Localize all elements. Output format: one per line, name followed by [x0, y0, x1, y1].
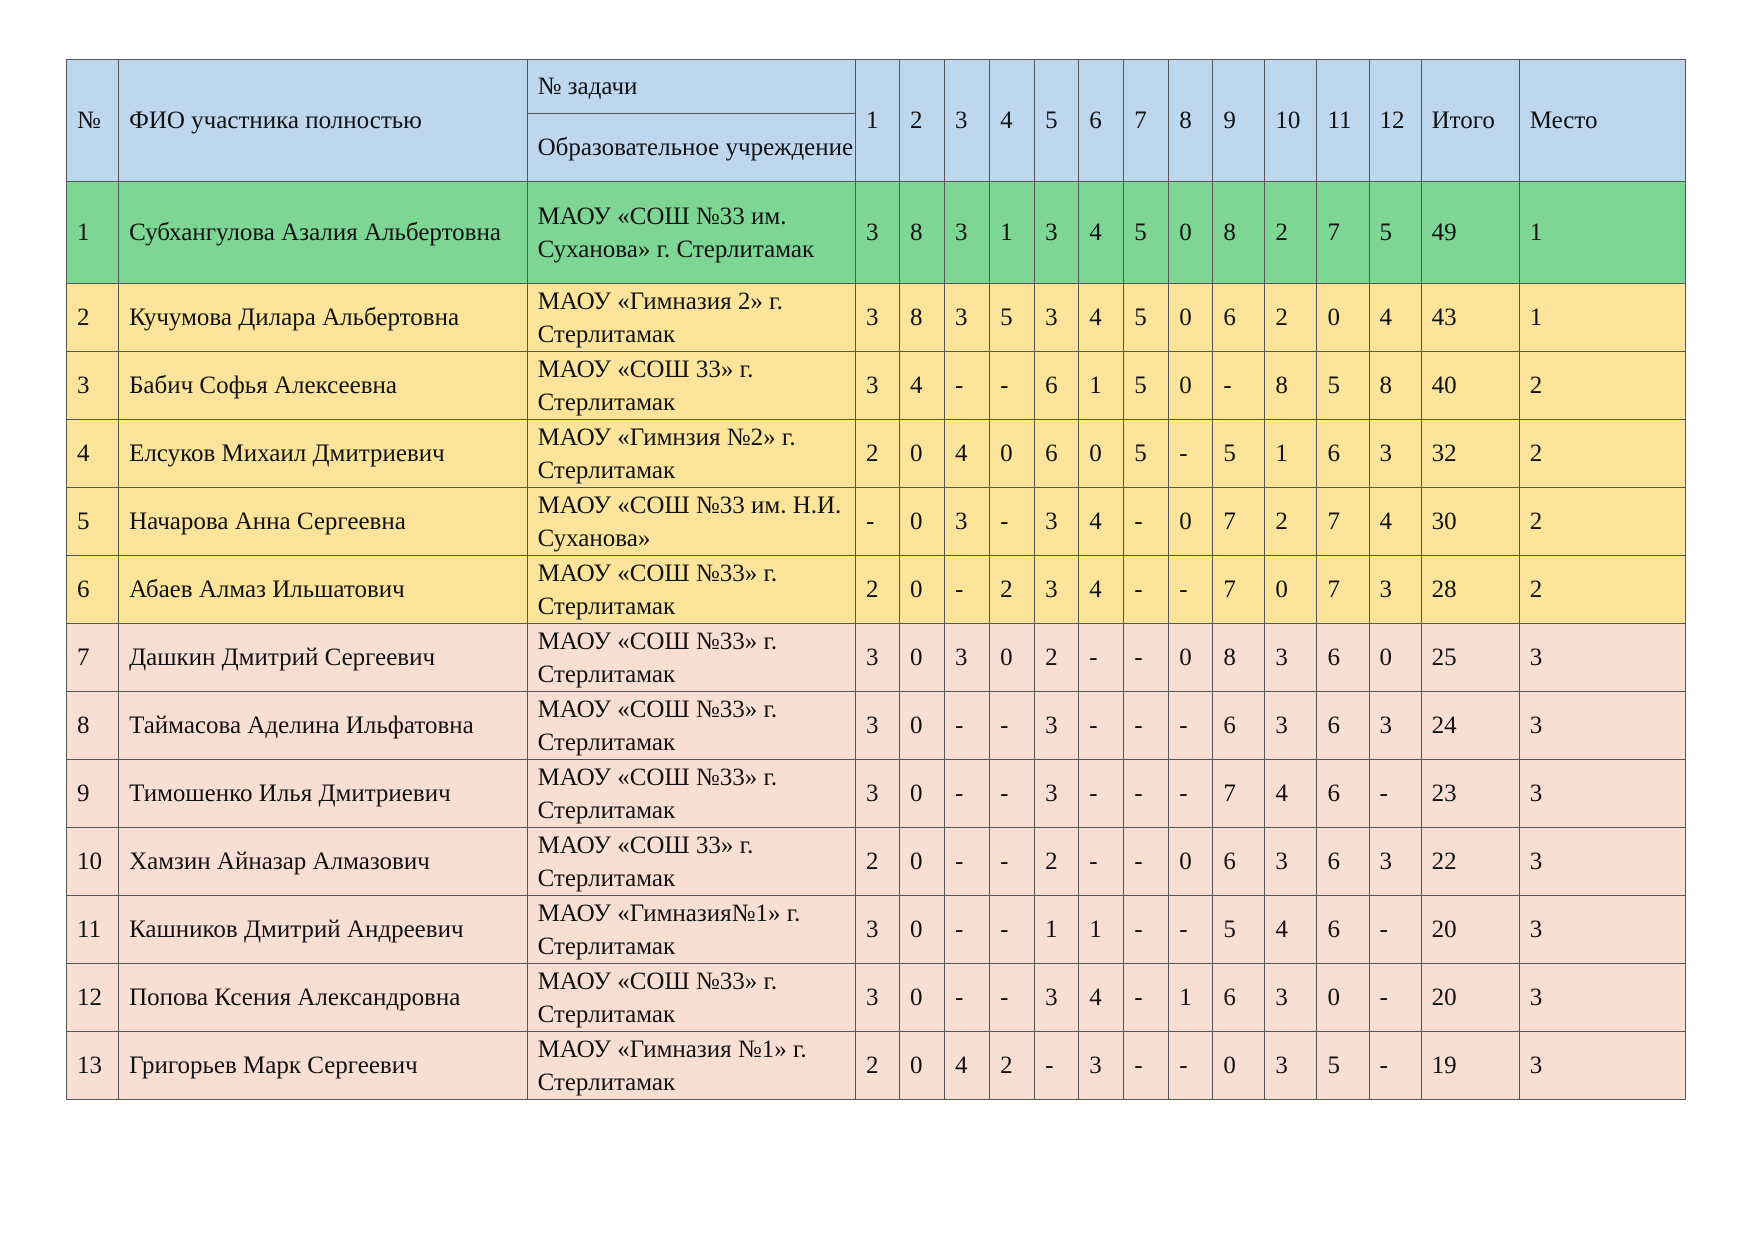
row-number: 13: [67, 1032, 119, 1100]
task-2-score: 0: [900, 760, 945, 828]
task-1-score: 2: [855, 420, 899, 488]
header-place: Место: [1519, 60, 1685, 182]
participant-name: Абаев Алмаз Ильшатович: [119, 556, 528, 624]
total-score: 32: [1421, 420, 1519, 488]
task-6-score: 0: [1079, 420, 1124, 488]
school-name: МАОУ «СОШ №33» г. Стерлитамак: [527, 964, 855, 1032]
header-task-4: 4: [990, 60, 1035, 182]
total-score: 23: [1421, 760, 1519, 828]
task-2-score: 4: [900, 352, 945, 420]
place-value: 3: [1519, 624, 1685, 692]
task-4-score: -: [990, 760, 1035, 828]
task-1-score: 3: [855, 964, 899, 1032]
task-6-score: 4: [1079, 488, 1124, 556]
task-3-score: 3: [945, 182, 990, 284]
school-name: МАОУ «Гимназия 2» г. Стерлитамак: [527, 284, 855, 352]
participant-name: Субхангулова Азалия Альбертовна: [119, 182, 528, 284]
total-score: 43: [1421, 284, 1519, 352]
header-task-2: 2: [900, 60, 945, 182]
task-11-score: 7: [1317, 556, 1369, 624]
task-10-score: 3: [1265, 828, 1317, 896]
task-12-score: -: [1369, 896, 1421, 964]
task-12-score: -: [1369, 964, 1421, 1032]
task-3-score: 3: [945, 284, 990, 352]
participant-name: Григорьев Марк Сергеевич: [119, 1032, 528, 1100]
task-6-score: -: [1079, 828, 1124, 896]
task-3-score: -: [945, 352, 990, 420]
task-1-score: 3: [855, 760, 899, 828]
task-5-score: 3: [1035, 284, 1079, 352]
task-1-score: 2: [855, 828, 899, 896]
table-body: [67, 60, 1686, 1100]
task-4-score: -: [990, 964, 1035, 1032]
task-12-score: -: [1369, 1032, 1421, 1100]
row-number: 2: [67, 284, 119, 352]
total-score: 20: [1421, 896, 1519, 964]
task-4-score: -: [990, 692, 1035, 760]
task-7-score: -: [1124, 828, 1169, 896]
task-6-score: 4: [1079, 182, 1124, 284]
task-4-score: 5: [990, 284, 1035, 352]
table-row: [67, 624, 1686, 692]
task-11-score: 5: [1317, 1032, 1369, 1100]
task-9-score: 5: [1213, 896, 1265, 964]
school-name: МАОУ «Гимнзия №2» г. Стерлитамак: [527, 420, 855, 488]
task-5-score: 2: [1035, 624, 1079, 692]
task-9-score: 5: [1213, 420, 1265, 488]
header-full-name: ФИО участника полностью: [119, 60, 528, 182]
header-row: [67, 60, 1686, 114]
task-11-score: 6: [1317, 896, 1369, 964]
task-2-score: 8: [900, 182, 945, 284]
task-7-score: 5: [1124, 284, 1169, 352]
task-3-score: -: [945, 828, 990, 896]
task-8-score: 0: [1169, 488, 1213, 556]
table-row: [67, 760, 1686, 828]
task-4-score: -: [990, 828, 1035, 896]
task-5-score: 3: [1035, 556, 1079, 624]
task-2-score: 0: [900, 420, 945, 488]
task-11-score: 6: [1317, 692, 1369, 760]
school-name: МАОУ «СОШ №33 им. Суханова» г. Стерлитамак: [527, 182, 855, 284]
task-8-score: 0: [1169, 828, 1213, 896]
task-10-score: 0: [1265, 556, 1317, 624]
school-name: МАОУ «СОШ №33» г. Стерлитамак: [527, 624, 855, 692]
task-12-score: 4: [1369, 284, 1421, 352]
task-6-score: -: [1079, 760, 1124, 828]
task-7-score: -: [1124, 624, 1169, 692]
task-12-score: 8: [1369, 352, 1421, 420]
participant-name: Начарова Анна Сергеевна: [119, 488, 528, 556]
participant-name: Кучумова Дилара Альбертовна: [119, 284, 528, 352]
header-task-7: 7: [1124, 60, 1169, 182]
header-task-number: № задачи: [527, 60, 855, 114]
header-task-10: 10: [1265, 60, 1317, 182]
task-2-score: 0: [900, 624, 945, 692]
task-1-score: 3: [855, 182, 899, 284]
task-11-score: 6: [1317, 420, 1369, 488]
task-3-score: -: [945, 964, 990, 1032]
task-6-score: 1: [1079, 352, 1124, 420]
task-3-score: 3: [945, 624, 990, 692]
task-4-score: -: [990, 352, 1035, 420]
school-name: МАОУ «СОШ №33» г. Стерлитамак: [527, 692, 855, 760]
participant-name: Хамзин Айназар Алмазович: [119, 828, 528, 896]
task-1-score: 2: [855, 1032, 899, 1100]
task-11-score: 6: [1317, 624, 1369, 692]
task-10-score: 1: [1265, 420, 1317, 488]
task-11-score: 0: [1317, 964, 1369, 1032]
table-row: [67, 284, 1686, 352]
task-5-score: 3: [1035, 760, 1079, 828]
task-8-score: -: [1169, 692, 1213, 760]
task-5-score: 3: [1035, 964, 1079, 1032]
total-score: 49: [1421, 182, 1519, 284]
table-row: [67, 182, 1686, 284]
header-task-5: 5: [1035, 60, 1079, 182]
task-9-score: 6: [1213, 828, 1265, 896]
table-row: [67, 828, 1686, 896]
row-number: 3: [67, 352, 119, 420]
task-1-score: 2: [855, 556, 899, 624]
school-name: МАОУ «Гимназия №1» г. Стерлитамак: [527, 1032, 855, 1100]
row-number: 4: [67, 420, 119, 488]
task-12-score: 3: [1369, 692, 1421, 760]
place-value: 3: [1519, 896, 1685, 964]
participant-name: Тимошенко Илья Дмитриевич: [119, 760, 528, 828]
task-10-score: 2: [1265, 182, 1317, 284]
task-11-score: 5: [1317, 352, 1369, 420]
task-1-score: 3: [855, 352, 899, 420]
task-8-score: 0: [1169, 182, 1213, 284]
place-value: 1: [1519, 182, 1685, 284]
task-12-score: -: [1369, 760, 1421, 828]
task-4-score: -: [990, 488, 1035, 556]
header-task-12: 12: [1369, 60, 1421, 182]
task-7-score: -: [1124, 896, 1169, 964]
task-11-score: 0: [1317, 284, 1369, 352]
task-10-score: 3: [1265, 1032, 1317, 1100]
task-7-score: -: [1124, 1032, 1169, 1100]
task-8-score: -: [1169, 760, 1213, 828]
task-9-score: 6: [1213, 964, 1265, 1032]
task-3-score: 4: [945, 420, 990, 488]
task-6-score: 4: [1079, 964, 1124, 1032]
place-value: 1: [1519, 284, 1685, 352]
task-11-score: 7: [1317, 488, 1369, 556]
row-number: 5: [67, 488, 119, 556]
task-9-score: 7: [1213, 488, 1265, 556]
task-2-score: 0: [900, 488, 945, 556]
header-task-6: 6: [1079, 60, 1124, 182]
row-number: 10: [67, 828, 119, 896]
task-2-score: 0: [900, 556, 945, 624]
participant-name: Бабич Софья Алексеевна: [119, 352, 528, 420]
task-10-score: 3: [1265, 692, 1317, 760]
task-1-score: -: [855, 488, 899, 556]
place-value: 3: [1519, 964, 1685, 1032]
task-6-score: -: [1079, 692, 1124, 760]
task-5-score: -: [1035, 1032, 1079, 1100]
task-5-score: 6: [1035, 352, 1079, 420]
task-6-score: 3: [1079, 1032, 1124, 1100]
task-6-score: 4: [1079, 556, 1124, 624]
task-5-score: 3: [1035, 182, 1079, 284]
task-12-score: 3: [1369, 556, 1421, 624]
school-name: МАОУ «СОШ 33» г. Стерлитамак: [527, 352, 855, 420]
task-2-score: 0: [900, 964, 945, 1032]
task-5-score: 3: [1035, 488, 1079, 556]
task-9-score: 7: [1213, 556, 1265, 624]
task-7-score: -: [1124, 692, 1169, 760]
table-row: [67, 964, 1686, 1032]
place-value: 3: [1519, 692, 1685, 760]
task-1-score: 3: [855, 284, 899, 352]
place-value: 2: [1519, 420, 1685, 488]
header-total: Итого: [1421, 60, 1519, 182]
header-task-3: 3: [945, 60, 990, 182]
total-score: 28: [1421, 556, 1519, 624]
task-10-score: 8: [1265, 352, 1317, 420]
task-12-score: 3: [1369, 828, 1421, 896]
row-number: 6: [67, 556, 119, 624]
header-task-11: 11: [1317, 60, 1369, 182]
task-7-score: 5: [1124, 420, 1169, 488]
task-8-score: 0: [1169, 352, 1213, 420]
row-number: 7: [67, 624, 119, 692]
task-11-score: 6: [1317, 760, 1369, 828]
participant-name: Попова Ксения Александровна: [119, 964, 528, 1032]
task-10-score: 2: [1265, 488, 1317, 556]
task-8-score: 0: [1169, 624, 1213, 692]
task-5-score: 6: [1035, 420, 1079, 488]
task-11-score: 6: [1317, 828, 1369, 896]
row-number: 9: [67, 760, 119, 828]
task-4-score: 2: [990, 556, 1035, 624]
task-7-score: 5: [1124, 182, 1169, 284]
task-2-score: 8: [900, 284, 945, 352]
task-3-score: 3: [945, 488, 990, 556]
table-row: [67, 556, 1686, 624]
header-task-1: 1: [855, 60, 899, 182]
task-9-score: 0: [1213, 1032, 1265, 1100]
row-number: 8: [67, 692, 119, 760]
place-value: 3: [1519, 828, 1685, 896]
task-12-score: 3: [1369, 420, 1421, 488]
school-name: МАОУ «СОШ №33» г. Стерлитамак: [527, 760, 855, 828]
task-9-score: -: [1213, 352, 1265, 420]
task-3-score: -: [945, 760, 990, 828]
task-5-score: 1: [1035, 896, 1079, 964]
total-score: 20: [1421, 964, 1519, 1032]
task-12-score: 0: [1369, 624, 1421, 692]
task-6-score: -: [1079, 624, 1124, 692]
results-table: [66, 59, 1686, 1100]
total-score: 25: [1421, 624, 1519, 692]
task-4-score: -: [990, 896, 1035, 964]
school-name: МАОУ «СОШ №33» г. Стерлитамак: [527, 556, 855, 624]
task-10-score: 4: [1265, 896, 1317, 964]
place-value: 2: [1519, 352, 1685, 420]
table-row: [67, 488, 1686, 556]
header-number: №: [67, 60, 119, 182]
task-9-score: 8: [1213, 182, 1265, 284]
task-5-score: 3: [1035, 692, 1079, 760]
place-value: 3: [1519, 1032, 1685, 1100]
task-8-score: -: [1169, 420, 1213, 488]
task-10-score: 2: [1265, 284, 1317, 352]
task-8-score: -: [1169, 896, 1213, 964]
table-row: [67, 896, 1686, 964]
task-9-score: 8: [1213, 624, 1265, 692]
header-task-9: 9: [1213, 60, 1265, 182]
task-10-score: 3: [1265, 624, 1317, 692]
task-8-score: -: [1169, 556, 1213, 624]
task-4-score: 0: [990, 624, 1035, 692]
task-5-score: 2: [1035, 828, 1079, 896]
participant-name: Таймасова Аделина Ильфатовна: [119, 692, 528, 760]
total-score: 24: [1421, 692, 1519, 760]
place-value: 2: [1519, 556, 1685, 624]
task-8-score: -: [1169, 1032, 1213, 1100]
task-7-score: 5: [1124, 352, 1169, 420]
task-7-score: -: [1124, 488, 1169, 556]
table-row: [67, 1032, 1686, 1100]
task-9-score: 6: [1213, 692, 1265, 760]
total-score: 19: [1421, 1032, 1519, 1100]
task-9-score: 7: [1213, 760, 1265, 828]
table-row: [67, 420, 1686, 488]
task-6-score: 1: [1079, 896, 1124, 964]
task-8-score: 1: [1169, 964, 1213, 1032]
task-12-score: 5: [1369, 182, 1421, 284]
school-name: МАОУ «СОШ №33 им. Н.И. Суханова»: [527, 488, 855, 556]
task-3-score: -: [945, 556, 990, 624]
participant-name: Дашкин Дмитрий Сергеевич: [119, 624, 528, 692]
school-name: МАОУ «Гимназия№1» г. Стерлитамак: [527, 896, 855, 964]
task-7-score: -: [1124, 760, 1169, 828]
task-8-score: 0: [1169, 284, 1213, 352]
total-score: 22: [1421, 828, 1519, 896]
participant-name: Елсуков Михаил Дмитриевич: [119, 420, 528, 488]
table-row: [67, 692, 1686, 760]
task-2-score: 0: [900, 828, 945, 896]
task-2-score: 0: [900, 896, 945, 964]
task-6-score: 4: [1079, 284, 1124, 352]
task-7-score: -: [1124, 964, 1169, 1032]
task-2-score: 0: [900, 1032, 945, 1100]
task-7-score: -: [1124, 556, 1169, 624]
task-3-score: 4: [945, 1032, 990, 1100]
table-row: [67, 352, 1686, 420]
task-3-score: -: [945, 896, 990, 964]
task-10-score: 4: [1265, 760, 1317, 828]
task-1-score: 3: [855, 896, 899, 964]
place-value: 2: [1519, 488, 1685, 556]
task-4-score: 2: [990, 1032, 1035, 1100]
task-1-score: 3: [855, 624, 899, 692]
task-4-score: 0: [990, 420, 1035, 488]
row-number: 1: [67, 182, 119, 284]
task-12-score: 4: [1369, 488, 1421, 556]
row-number: 11: [67, 896, 119, 964]
task-2-score: 0: [900, 692, 945, 760]
place-value: 3: [1519, 760, 1685, 828]
task-11-score: 7: [1317, 182, 1369, 284]
task-4-score: 1: [990, 182, 1035, 284]
task-10-score: 3: [1265, 964, 1317, 1032]
task-9-score: 6: [1213, 284, 1265, 352]
school-name: МАОУ «СОШ 33» г. Стерлитамак: [527, 828, 855, 896]
row-number: 12: [67, 964, 119, 1032]
total-score: 30: [1421, 488, 1519, 556]
header-school: Образовательное учреждение: [527, 114, 855, 182]
task-3-score: -: [945, 692, 990, 760]
task-1-score: 3: [855, 692, 899, 760]
header-task-8: 8: [1169, 60, 1213, 182]
total-score: 40: [1421, 352, 1519, 420]
participant-name: Кашников Дмитрий Андреевич: [119, 896, 528, 964]
